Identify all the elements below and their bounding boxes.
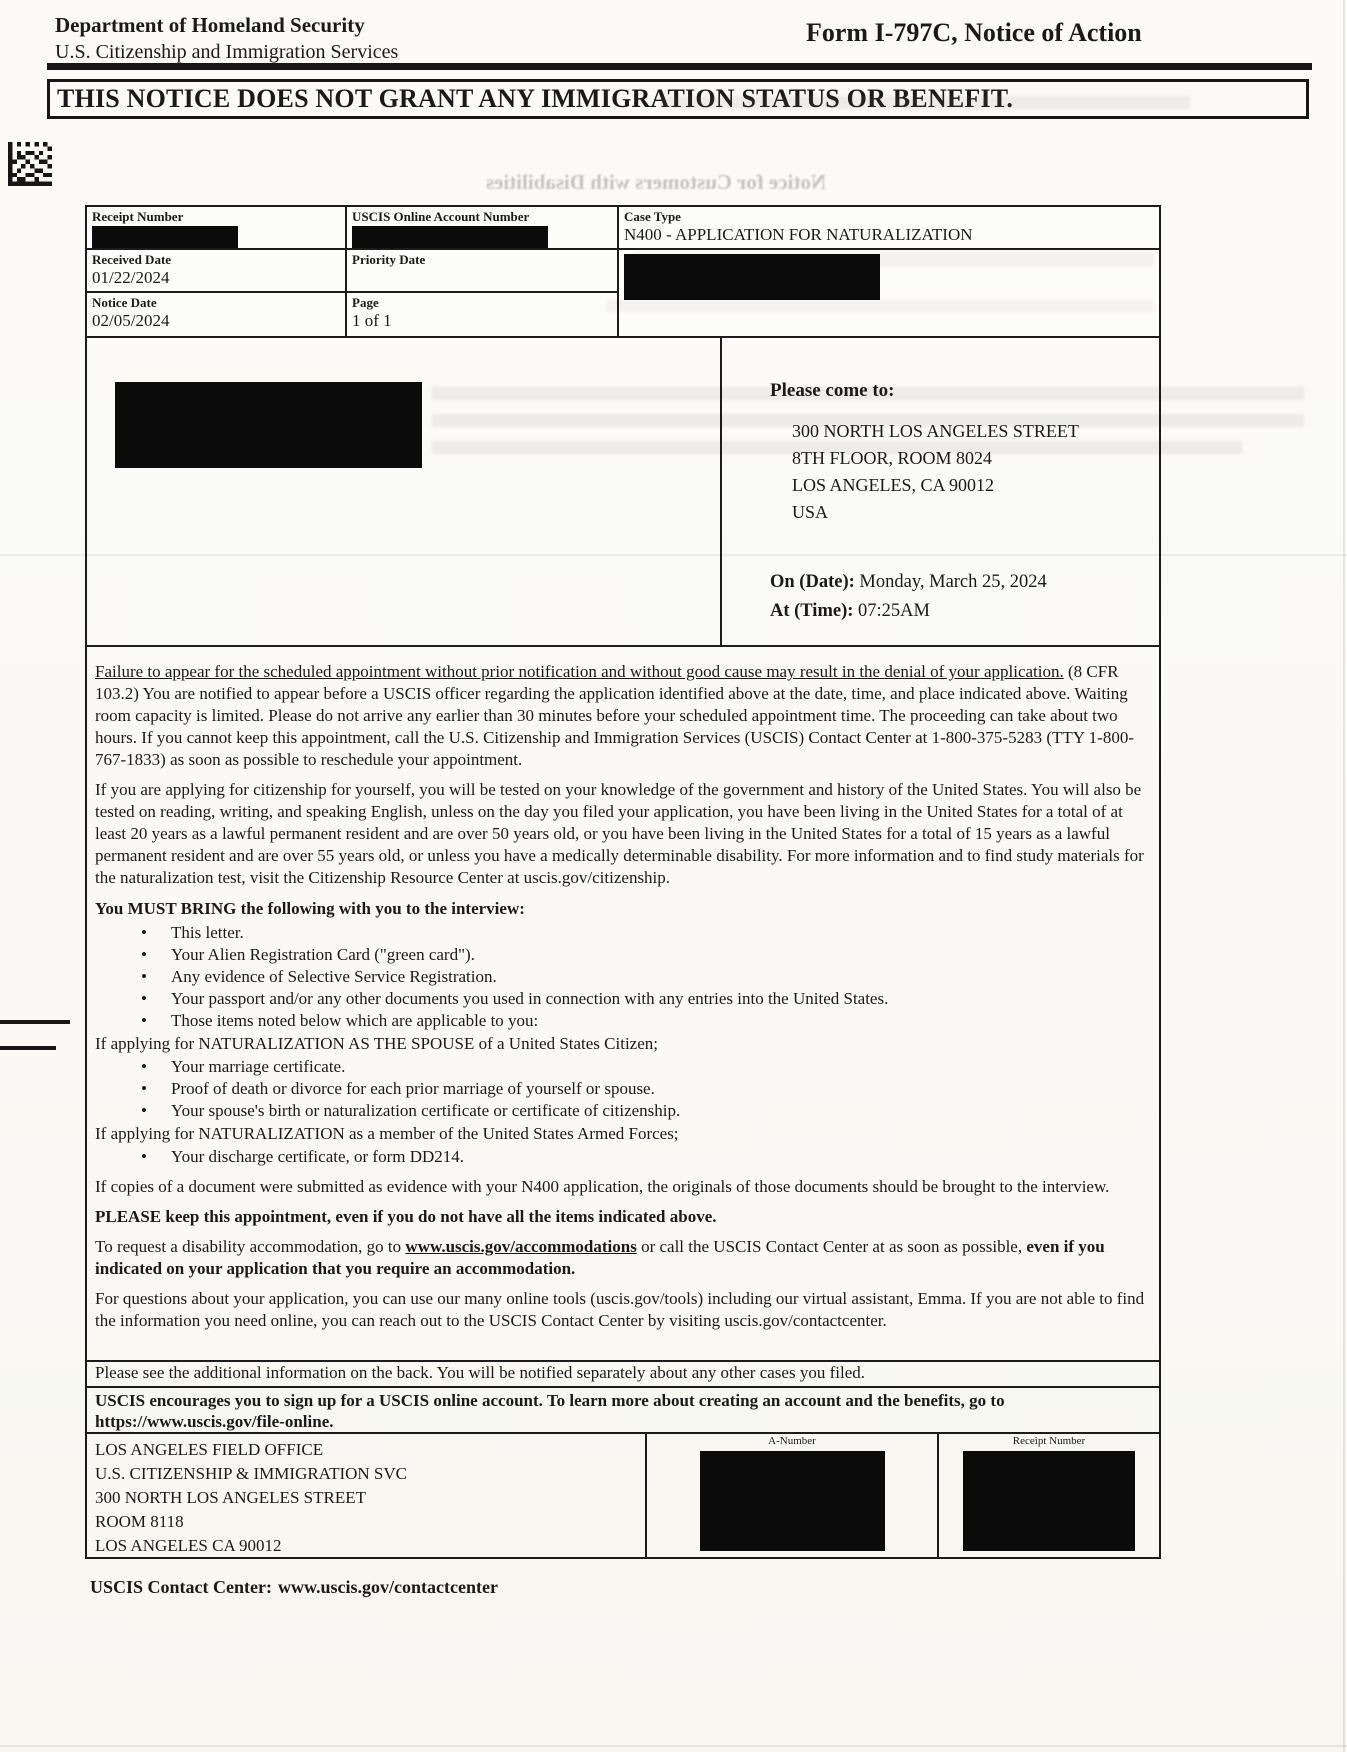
notice-date-value: 02/05/2024 <box>92 311 170 330</box>
no-benefit-banner <box>47 79 1309 119</box>
banner-text: THIS NOTICE DOES NOT GRANT ANY IMMIGRATION STATUS OR BENEFIT. <box>57 84 1014 113</box>
paragraph-text: (8 CFR 103.2) You are notified to appear before a USCIS officer regarding the application identified above at the date, time, and place indicated above. Waiting room capacity is limited. Please do not arrive any earlier than 30 minutes before your scheduled appointment time. The proceeding can take about two hours. If you cannot keep this appointment, call the U.S. Citizenship and Immigration Services (USCIS) Contact Center at 1-800-375-5283 (TTY 1-800-767-1833) as soon as possible to reschedule your appointment. <box>95 662 1134 769</box>
list-item: • Your Alien Registration Card ("green card"). <box>95 944 1147 966</box>
paragraph-keep-appointment: PLEASE keep this appointment, even if you do not have all the items indicated above. <box>95 1207 717 1226</box>
list-item: • Your discharge certificate, or form DD214. <box>95 1146 1147 1168</box>
applicant-info-cell <box>619 250 1159 336</box>
agency-header <box>55 13 398 64</box>
office-line: LOS ANGELES FIELD OFFICE <box>95 1440 324 1459</box>
redaction-box-receipt-footer <box>963 1451 1135 1551</box>
priority-date-label: Priority Date <box>352 252 426 267</box>
priority-date-value <box>352 267 612 268</box>
come-to-heading: Please come to: <box>770 380 895 401</box>
receipt-number-footer-label: Receipt Number <box>1012 1435 1086 1447</box>
addressee-area <box>87 338 720 645</box>
redaction-box-receipt-number <box>92 226 238 249</box>
received-date-cell <box>87 250 347 293</box>
appointment-date <box>770 568 1159 597</box>
case-info-table <box>85 205 1161 338</box>
address-line: USA <box>792 502 829 522</box>
case-type-value: N400 - APPLICATION FOR NATURALIZATION <box>624 225 973 244</box>
list-item: • This letter. <box>95 922 1147 944</box>
date-value: Monday, March 25, 2024 <box>859 572 1047 592</box>
date-label: On (Date): <box>770 572 855 592</box>
must-bring-list <box>95 922 1147 1032</box>
a-number-label: A-Number <box>768 1435 816 1447</box>
accommodations-url: www.uscis.gov/accommodations <box>405 1237 637 1256</box>
paragraph-accommodation <box>95 1236 1147 1280</box>
list-item: • Any evidence of Selective Service Registration. <box>95 966 1147 988</box>
redaction-box-applicant <box>624 254 880 300</box>
scan-edge <box>1343 0 1345 1752</box>
paragraph-questions: For questions about your application, you can use our many online tools (uscis.gov/tools) including our virtual assistant, Emma. If you are not able to find the information you need online, you can reach out to the USCIS Contact Center by visiting uscis.gov/contactcenter. <box>95 1289 1145 1330</box>
redaction-box-a-number <box>700 1451 885 1551</box>
account-number-label: USCIS Online Account Number <box>352 209 530 224</box>
armed-forces-condition-heading: If applying for NATURALIZATION as a member of the United States Armed Forces; <box>95 1124 679 1143</box>
appointment-time <box>770 597 1159 626</box>
armed-forces-list <box>95 1146 1147 1168</box>
appointment-box <box>85 336 1161 647</box>
address-line: LOS ANGELES, CA 90012 <box>792 475 995 495</box>
paragraph-failure-to-appear <box>95 661 1147 771</box>
data-matrix-barcode-icon <box>8 142 52 186</box>
redaction-box-account-number <box>352 226 548 249</box>
received-date-value: 01/22/2024 <box>92 268 170 287</box>
page-value: 1 of 1 <box>352 311 392 330</box>
spouse-list <box>95 1056 1147 1122</box>
contact-center-url: www.uscis.gov/contactcenter <box>277 1577 498 1597</box>
priority-date-cell <box>347 250 619 293</box>
list-item: • Your marriage certificate. <box>95 1056 1147 1078</box>
office-line: U.S. CITIZENSHIP & IMMIGRATION SVC <box>95 1464 407 1483</box>
must-bring-heading: You MUST BRING the following with you to the interview: <box>95 899 525 918</box>
paragraph-text: or call the USCIS Contact Center at as soon as possible, <box>636 1237 1027 1256</box>
office-line: ROOM 8118 <box>95 1512 184 1531</box>
header-divider-bar <box>47 63 1312 70</box>
underlined-warning: Failure to appear for the scheduled appointment without prior notification and without good cause may result in the denial of your application. <box>95 662 1064 681</box>
paragraph-text: To request a disability accommodation, go to <box>95 1237 406 1256</box>
notice-date-label: Notice Date <box>92 295 157 310</box>
agency-name: Department of Homeland Security <box>55 13 365 37</box>
redaction-box-addressee <box>115 382 422 468</box>
receipt-number-label: Receipt Number <box>92 209 184 224</box>
receipt-number-cell <box>87 207 347 250</box>
footer-office-section <box>85 1432 1161 1559</box>
account-number-cell <box>347 207 619 250</box>
receipt-number-footer-cell <box>937 1434 1159 1557</box>
time-value: 07:25AM <box>858 601 930 621</box>
address-line: 8TH FLOOR, ROOM 8024 <box>792 448 993 468</box>
contact-center-line <box>90 1577 498 1598</box>
bleedthrough-text: Notice for Customers with Disabilities <box>485 170 827 194</box>
notice-date-cell <box>87 293 347 336</box>
field-office-address <box>95 1438 407 1558</box>
list-item: • Your spouse's birth or naturalization certificate or certificate of citizenship. <box>95 1100 1147 1122</box>
office-line: LOS ANGELES CA 90012 <box>95 1536 282 1555</box>
a-number-cell <box>645 1434 937 1557</box>
received-date-label: Received Date <box>92 252 172 267</box>
form-title: Form I-797C, Notice of Action <box>806 18 1142 47</box>
registration-mark <box>0 1020 70 1024</box>
agency-subname: U.S. Citizenship and Immigration Services <box>55 41 399 63</box>
paragraph-copies: If copies of a document were submitted as evidence with your N400 application, the originals of those documents should be brought to the interview. <box>95 1177 1110 1196</box>
case-type-label: Case Type <box>624 209 681 224</box>
list-item: • Those items noted below which are applicable to you: <box>95 1010 1147 1032</box>
registration-mark <box>0 1046 56 1050</box>
office-line: 300 NORTH LOS ANGELES STREET <box>95 1488 366 1507</box>
notice-body <box>85 647 1161 1360</box>
list-item: • Your passport and/or any other documents you used in connection with any entries into the United States. <box>95 988 1147 1010</box>
list-item: • Proof of death or divorce for each prior marriage of yourself or spouse. <box>95 1078 1147 1100</box>
paragraph-testing: If you are applying for citizenship for yourself, you will be tested on your knowledge of the government and history of the United States. You will also be tested on reading, writing, and speaking English, unless on the day you filed your application, you have been living in the United States for a total of at least 20 years as a lawful permanent resident and are over 50 years old, or you have been living in the United States for a total of 15 years as a lawful permanent resident and are over 55 years old, or unless you have a medically determinable disability. For more information and to find study materials for the naturalization test, visit the Citizenship Resource Center at uscis.gov/citizenship. <box>95 780 1144 887</box>
appointment-address <box>792 418 1159 526</box>
scan-edge <box>0 1745 1347 1747</box>
spouse-condition-heading: If applying for NATURALIZATION AS THE SPOUSE of a United States Citizen; <box>95 1034 658 1053</box>
address-line: 300 NORTH LOS ANGELES STREET <box>792 421 1079 441</box>
time-label: At (Time): <box>770 601 854 621</box>
page-label: Page <box>352 295 379 310</box>
additional-info-note: Please see the additional information on the back. You will be notified separately about any other cases you filed. <box>85 1360 1161 1386</box>
paragraph-bold-text: even if you indicated on your application that you require an accommodation. <box>95 1237 1105 1278</box>
case-type-cell <box>619 207 1159 250</box>
appointment-details <box>720 338 1159 645</box>
appointment-when <box>770 568 1159 626</box>
online-account-note: USCIS encourages you to sign up for a USCIS online account. To learn more about creating an account and the benefits, go to https://www.uscis.gov/file-online. <box>85 1386 1161 1432</box>
page-cell <box>347 293 619 336</box>
contact-center-label: USCIS Contact Center: <box>90 1577 272 1597</box>
